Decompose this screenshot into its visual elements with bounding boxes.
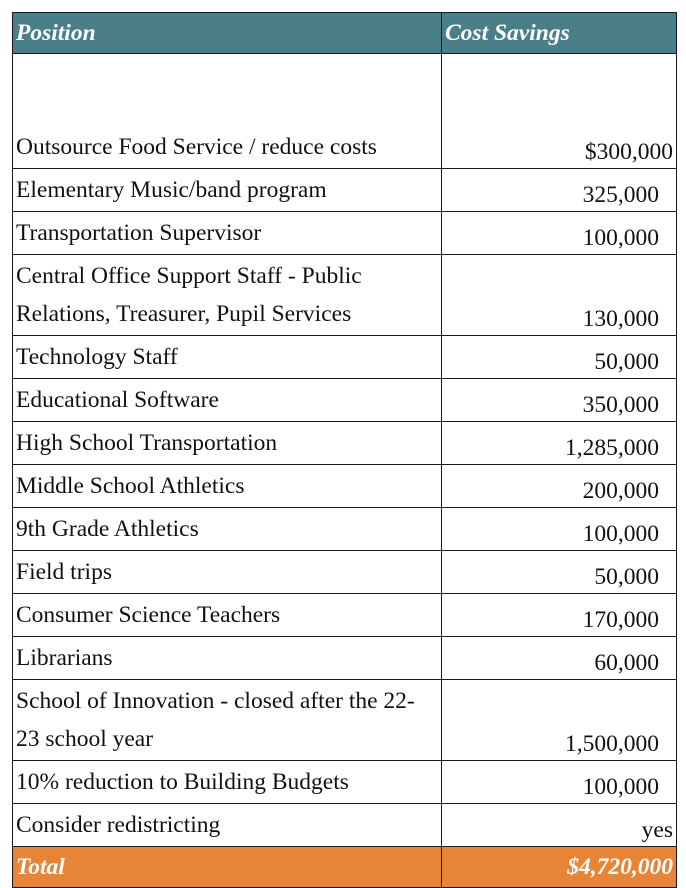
table-row (13, 508, 677, 551)
savings-cell: 50,000 (442, 336, 677, 379)
position-cell: Technology Staff (13, 336, 442, 379)
savings-cell: 170,000 (442, 594, 677, 637)
spacer-cell (13, 54, 442, 127)
position-cell: Consider redistricting (13, 804, 442, 847)
header-row (13, 13, 677, 54)
table-row (13, 336, 677, 379)
total-row (13, 847, 677, 888)
savings-cell: yes (442, 804, 677, 847)
position-cell: Educational Software (13, 379, 442, 422)
position-cell: Outsource Food Service / reduce costs (13, 126, 442, 169)
position-cell: Elementary Music/band program (13, 169, 442, 212)
position-cell: School of Innovation - closed after the 22-23 school year (13, 680, 442, 761)
savings-cell: 130,000 (442, 255, 677, 336)
cost-savings-column-header: Cost Savings (442, 13, 677, 54)
position-cell: Middle School Athletics (13, 465, 442, 508)
table-row (13, 804, 677, 847)
position-cell: Central Office Support Staff - Public Relations, Treasurer, Pupil Services (13, 255, 442, 336)
savings-cell: 1,285,000 (442, 422, 677, 465)
savings-cell: 200,000 (442, 465, 677, 508)
table-row (13, 761, 677, 804)
savings-cell: 100,000 (442, 508, 677, 551)
savings-cell: $300,000 (442, 126, 677, 169)
position-cell: 10% reduction to Building Budgets (13, 761, 442, 804)
position-cell: Consumer Science Teachers (13, 594, 442, 637)
table-row (13, 212, 677, 255)
table-row (13, 379, 677, 422)
position-cell: Field trips (13, 551, 442, 594)
table-row (13, 637, 677, 680)
savings-cell: 1,500,000 (442, 680, 677, 761)
spacer-row (13, 54, 677, 127)
total-value: $4,720,000 (442, 847, 677, 888)
cost-savings-table (12, 12, 677, 888)
spacer-cell (442, 54, 677, 127)
table-row (13, 422, 677, 465)
position-cell: High School Transportation (13, 422, 442, 465)
table-row (13, 465, 677, 508)
table-row (13, 594, 677, 637)
savings-cell: 100,000 (442, 761, 677, 804)
savings-cell: 50,000 (442, 551, 677, 594)
position-cell: Librarians (13, 637, 442, 680)
table-row (13, 126, 677, 169)
position-cell: 9th Grade Athletics (13, 508, 442, 551)
table-row (13, 680, 677, 761)
table-row (13, 169, 677, 212)
position-column-header: Position (13, 13, 442, 54)
total-label: Total (13, 847, 442, 888)
savings-cell: 60,000 (442, 637, 677, 680)
table-row (13, 255, 677, 336)
savings-cell: 325,000 (442, 169, 677, 212)
savings-cell: 100,000 (442, 212, 677, 255)
position-cell: Transportation Supervisor (13, 212, 442, 255)
table-row (13, 551, 677, 594)
savings-cell: 350,000 (442, 379, 677, 422)
